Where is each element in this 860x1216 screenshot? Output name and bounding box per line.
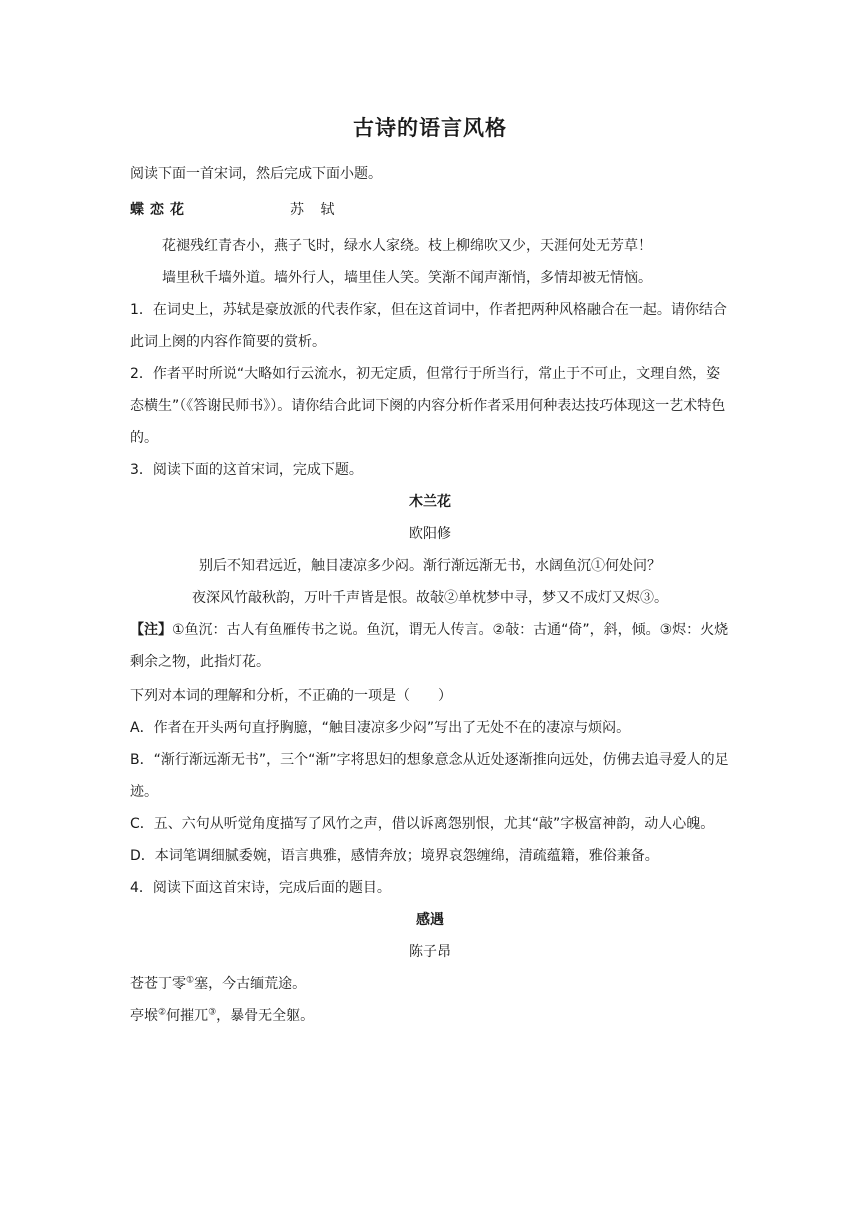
option-d: D．本词笔调细腻委婉，语言典雅，感情奔放；境界哀怨缠绵，清疏蕴籍，雅俗兼备。 (130, 848, 659, 864)
option-a: A．作者在开头两句直抒胸臆，“触目凄凉多少闷”写出了无处不在的凄凉与烦闷。 (130, 720, 631, 736)
annotation-text: ①鱼沉：古人有鱼雁传书之说。鱼沉，谓无人传言。②敧：古通“倚”，斜，倾。③烬：火烧剩余之物，此指灯花。 (130, 622, 729, 670)
poem3-line1-part1: 苍苍丁零 (130, 976, 186, 992)
page-title: 古诗的语言风格 (353, 116, 507, 140)
poem3-line2 (130, 1000, 730, 1032)
poem2-line1: 别后不知君远近，触目凄凉多少闷。渐行渐远渐无书，水阔鱼沉①何处问？ (199, 558, 661, 574)
poem2-line2: 夜深风竹敲秋韵，万叶千声皆是恨。故敧②单枕梦中寻，梦又不成灯又烬③。 (192, 590, 668, 606)
poem3-author: 陈子昂 (409, 944, 451, 960)
question-3-prompt: 下列对本词的理解和分析，不正确的一项是（ ） (130, 688, 452, 704)
poem1-line1: 花褪残红青杏小，燕子飞时，绿水人家绕。枝上柳绵吹又少，天涯何处无芳草！ (162, 238, 652, 254)
poem1-title: 蝶恋花 (130, 202, 190, 218)
poem2-author: 欧阳修 (409, 526, 451, 542)
option-b: B．“渐行渐远渐无书”，三个“渐”字将思妇的想象意念从近处逐渐推向远处，仿佛去追寻爱人的足迹。 (130, 752, 729, 800)
poem3-line1-part2: 塞，今古缅荒途。 (194, 976, 307, 992)
question-1: 1．在词史上，苏轼是豪放派的代表作家，但在这首词中，作者把两种风格融合在一起。请你结合此词上阕的内容作简要的赏析。 (130, 302, 727, 350)
poem2-title: 木兰花 (409, 494, 451, 510)
poem3-line2-part1: 亭堠 (130, 1008, 158, 1024)
poem3-line2-part3: ，暴骨无全躯。 (216, 1008, 315, 1024)
footnote-marker: ① (186, 975, 195, 986)
poem1-author: 苏 轼 (290, 202, 341, 218)
question-2: 2．作者平时所说“大略如行云流水，初无定质，但常行于所当行，常止于不可止，文理自然，姿态横生”（《答谢民师书》）。请你结合此词下阕的内容分析作者采用何种表达技巧体现这一艺术特色的。 (130, 366, 726, 446)
annotation-label: 【注】 (130, 622, 172, 638)
intro-text: 阅读下面一首宋词，然后完成下面小题。 (130, 166, 382, 182)
document-body (130, 112, 730, 1032)
poem3-title: 感遇 (416, 912, 444, 928)
poem3-line2-part2: 何摧兀 (166, 1008, 209, 1024)
poem3-line1 (130, 968, 730, 1000)
annotation (130, 614, 730, 678)
poem1-line2: 墙里秋千墙外道。墙外行人，墙里佳人笑。笑渐不闻声渐悄，多情却被无情恼。 (162, 270, 652, 286)
question-4: 4．阅读下面这首宋诗，完成后面的题目。 (130, 880, 391, 896)
footnote-marker: ③ (208, 1007, 217, 1018)
option-c: C．五、六句从听觉角度描写了风竹之声，借以诉离怨别恨，尤其“敲”字极富神韵，动人心魄。 (130, 816, 715, 832)
poem1-header (130, 194, 730, 226)
question-3: 3．阅读下面的这首宋词，完成下题。 (130, 462, 363, 478)
footnote-marker: ② (158, 1007, 167, 1018)
